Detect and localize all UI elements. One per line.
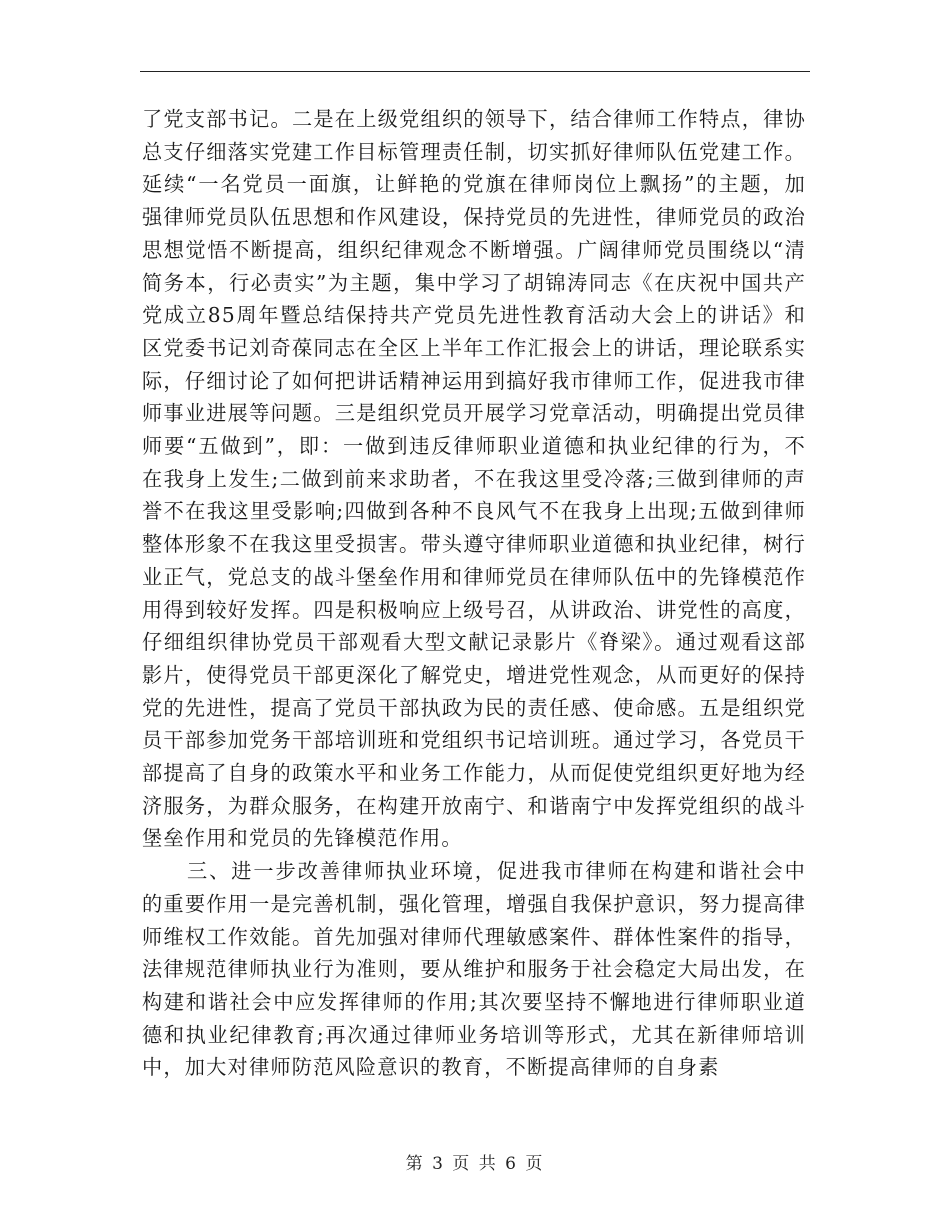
header-rule (140, 71, 810, 72)
page-number-footer: 第 3 页 共 6 页 (405, 1154, 545, 1174)
paragraph-2: 三、进一步改善律师执业环境，促进我市律师在构建和谐社会中的重要作用一是完善机制，强化管理，增强自我保护意识，努力提高律师维权工作效能。首先加强对律师代理敏感案件、群体性案件的指导，法律规范律师执业行为准则，要从维护和服务于社会稳定大局出发，在构建和谐社会中应发挥律师的作用;其次要坚持不懈地进行律师职业道德和执业纪律教育;再次通过律师业务培训等形式，尤其在新律师培训中，加大对律师防范风险意识的教育，不断提高律师的自身素 (142, 859, 806, 1080)
body-text (142, 103, 806, 1084)
paragraph-1: 了党支部书记。二是在上级党组织的领导下，结合律师工作特点，律协总支仔细落实党建工作目标管理责任制，切实抓好律师队伍党建工作。延续“一名党员一面旗，让鲜艳的党旗在律师岗位上飘扬”的主题，加强律师党员队伍思想和作风建设，保持党员的先进性，律师党员的政治思想觉悟不断提高，组织纪律观念不断增强。广阔律师党员围绕以“清简务本，行必责实”为主题，集中学习了胡锦涛同志《在庆祝中国共产党成立85周年暨总结保持共产党员先进性教育活动大会上的讲话》和区党委书记刘奇葆同志在全区上半年工作汇报会上的讲话，理论联系实际，仔细讨论了如何把讲话精神运用到搞好我市律师工作，促进我市律师事业进展等问题。三是组织党员开展学习党章活动，明确提出党员律师要“五做到”，即：一做到违反律师职业道德和执业纪律的行为，不在我身上发生;二做到前来求助者，不在我这里受冷落;三做到律师的声誉不在我这里受影响;四做到各种不良风气不在我身上出现;五做到律师整体形象不在我这里受损害。带头遵守律师职业道德和执业纪律，树行业正气，党总支的战斗堡垒作用和律师党员在律师队伍中的先锋模范作用得到较好发挥。四是积极响应上级号召，从讲政治、讲党性的高度，仔细组织律协党员干部观看大型文献记录影片《脊梁》。通过观看这部影片，使得党员干部更深化了解党史，增进党性观念，从而更好的保持党的先进性，提高了党员干部执政为民的责任感、使命感。五是组织党员干部参加党务干部培训班和党组织书记培训班。通过学习，各党员干部提高了自身的政策水平和业务工作能力，从而促使党组织更好地为经济服务，为群众服务，在构建开放南宁、和谐南宁中发挥党组织的战斗堡垒作用和党员的先锋模范作用。 (142, 107, 806, 851)
